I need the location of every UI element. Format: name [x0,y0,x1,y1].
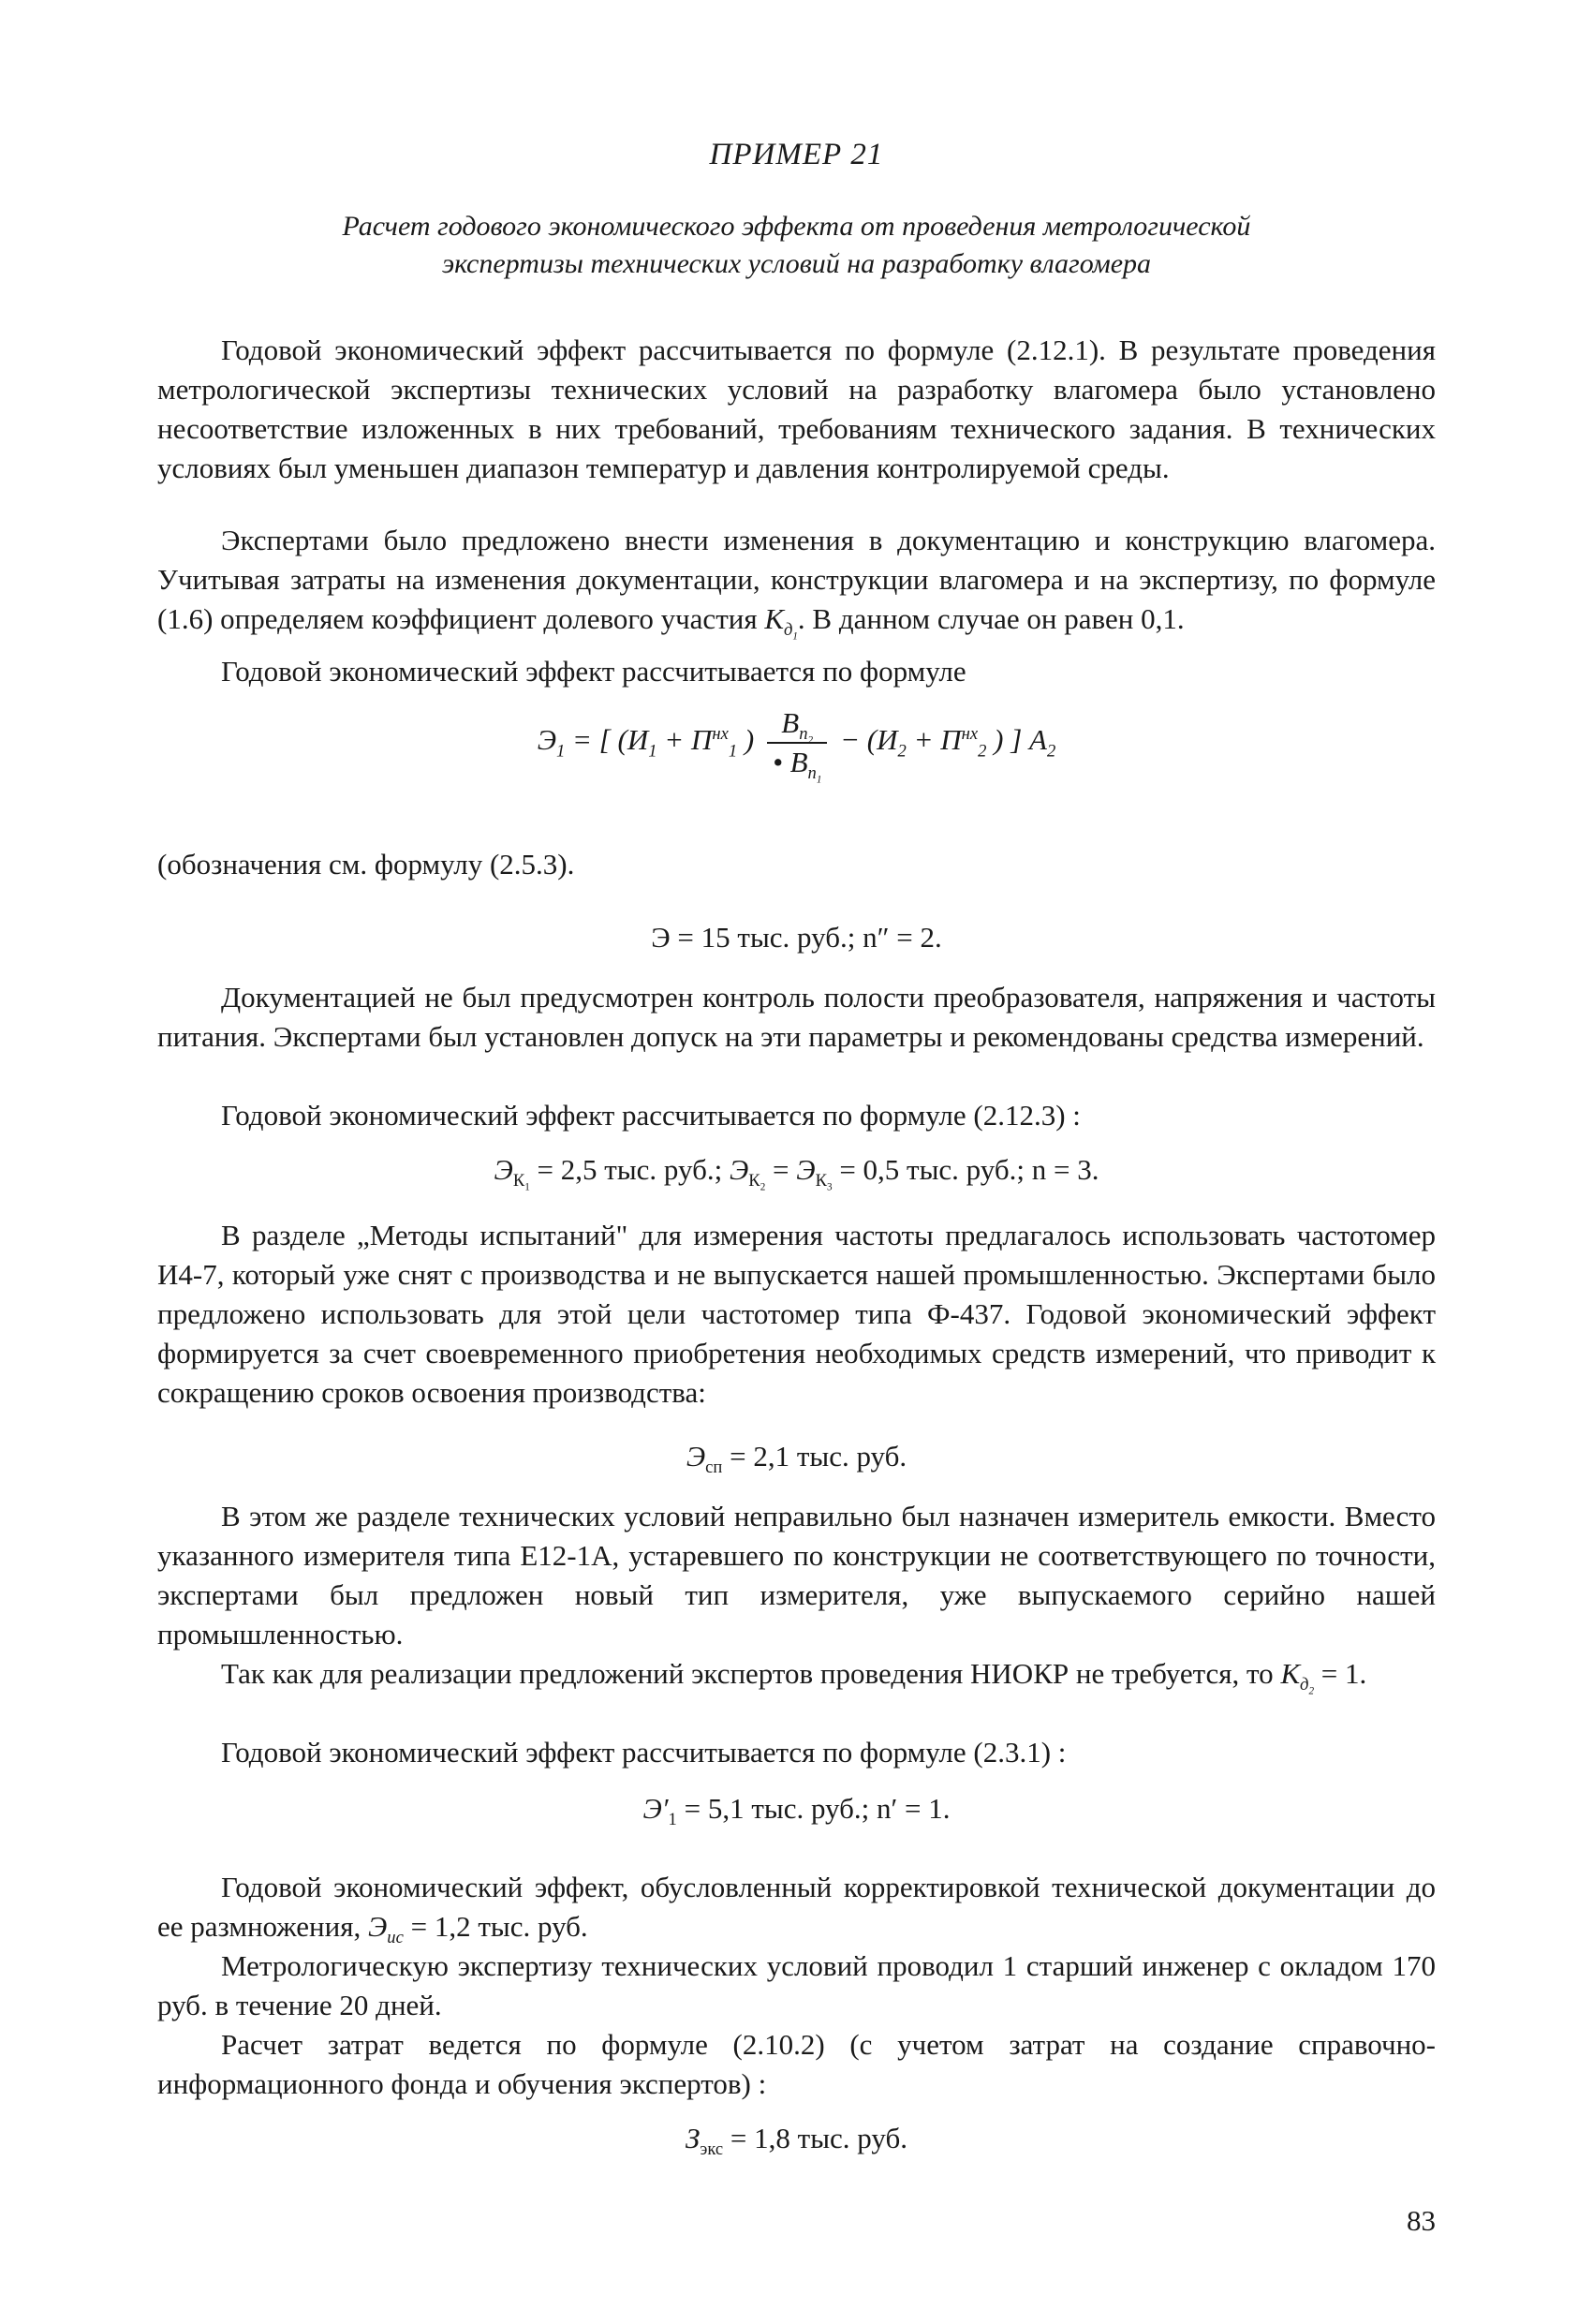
paragraph-12: Расчет затрат ведется по формуле (2.10.2) (с учетом затрат на создание справочно-информационного фонда и обучения экспертов) : [157,2028,1436,2100]
equation-e1-prime: $Э'_1 = 5,1$ тыс. руб.; n′ = 1. [642,1792,951,1830]
paragraph-4: Документацией не был предусмотрен контроль полости преобразователя, напряжения и частоты питания. Экспертами был установлен допуск на эти параметры и рекомендованы средства измерений. [157,981,1436,1053]
paragraph-7: В этом же разделе технических условий неправильно был назначен измеритель емкости. Вместо указанного измерителя типа Е12-1А, устаревшего по конструкции не соответствующего по точности, экспертами был предложен новый тип измерителя, уже выпускаемого серийно нашей промышленностью. [157,1500,1436,1650]
paragraph-5: Годовой экономический эффект рассчитывается по формуле (2.12.3) : [221,1099,1081,1132]
page-number: 83 [1407,2204,1436,2237]
symbol-eis: $Э_{ис}$ [367,1910,404,1948]
paragraph-10: Годовой экономический эффект, обусловленный корректировкой технической документации до ее размножения, $Э_{ис} = 1,2$ тыс. руб. [157,1871,1436,1948]
formula-annual-effect: $Э_1$ = [ ($И_1 + П^{нх}_1$ ) $\frac{В_{п_2}}{• В_{п_1}}$ − ($И_2 + П^{нх}_2$ ) ] $А_2$ [537,706,1056,786]
note-designations: (обозначения см. формулу (2.5.3). [157,848,575,881]
paragraph-2-tail: . В данном случае он равен 0,1. [797,602,1185,635]
paragraph-8: Так как для реализации предложений экспертов проведения НИОКР не требуется, то $К_{д_2} = 1$. [221,1657,1367,1697]
example-subtitle [157,208,1436,283]
formula-fraction [767,704,827,786]
paragraph-2-text: Экспертами было предложено внести изменения в документацию и конструкцию влагомера. Учитывая затраты на изменения документации, конструкции влагомера и на экспертизу, по формуле (1.6) определяем коэффициент долевого участия [157,524,1436,635]
equation-esp: $Э_{сп} = 2,1$ тыс. руб. [686,1440,907,1478]
subtitle-line-2: экспертизы технических условий на разработку влагомера [441,248,1152,279]
paragraph-3: Годовой экономический эффект рассчитывается по формуле [221,655,966,688]
fraction-denominator: • $В_{п_1}$ [767,742,827,781]
coefficient-kd2: $К_{д_2}$ [1280,1657,1315,1697]
coefficient-kd1: $К_{д_1}$ [764,602,798,643]
fraction-numerator: $В_{п_2}$ [781,706,814,747]
paragraph-6: В разделе „Методы испытаний" для измерения частоты предлагалось использовать частотомер И4-7, который уже снят с производства и не выпускается нашей промышленностью. Экспертами было предложено использовать для этой цели частотомер типа Ф-437. Годовой экономический эффект формируется за счет своевременного приобретения необходимых средств измерений, что приводит к сокращению сроков освоения производства: [157,1219,1436,1409]
paragraph-1: Годовой экономический эффект рассчитывается по формуле (2.12.1). В результате проведения метрологической экспертизы технических условий на разработку влагомера было установлено несоответствие изложенных в них требований, требованиям технического задания. В технических условиях был уменьшен диапазон температур и давления контролируемой среды. [157,333,1436,484]
example-title: ПРИМЕР 21 [709,138,884,171]
subtitle-line-1: Расчет годового экономического эффекта от проведения метрологической [342,211,1251,242]
equation-e-value: Э = 15 тыс. руб.; n″ = 2. [651,921,942,954]
paragraph-11: Метрологическую экспертизу технических условий проводил 1 старший инженер с окладом 170 руб. в течение 20 дней. [157,1949,1436,2021]
equation-ek-values: $Э_{К_1} = 2,5$ тыс. руб.; $Э_{К_2} = Э_{К_3} = 0,5$ тыс. руб.; n = 3. [494,1153,1099,1193]
equation-zeks: $З_{экс} = 1,8$ тыс. руб. [686,2122,907,2160]
paragraph-9: Годовой экономический эффект рассчитывается по формуле (2.3.1) : [221,1736,1067,1769]
paragraph-2 [157,521,1436,643]
